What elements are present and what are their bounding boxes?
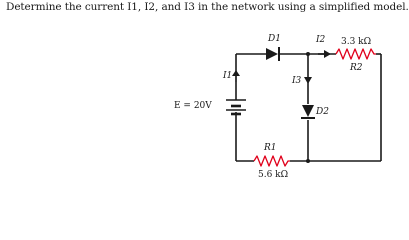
junction-top bbox=[306, 52, 310, 56]
label-i3: I3 bbox=[292, 76, 302, 86]
diode-d2 bbox=[301, 105, 315, 118]
question-text: Determine the current I1, I2, and I3 in the network using a simplified model. bbox=[6, 1, 409, 13]
label-r1: R1 bbox=[264, 143, 277, 153]
label-d1: D1 bbox=[268, 34, 281, 44]
label-i2: I2 bbox=[316, 35, 326, 45]
label-r2-value: 3.3 kΩ bbox=[341, 37, 372, 47]
label-d2: D2 bbox=[316, 107, 329, 117]
diode-d1 bbox=[266, 47, 279, 61]
resistor-r1 bbox=[254, 156, 290, 166]
arrow-i1 bbox=[232, 70, 240, 82]
label-r2: R2 bbox=[350, 63, 363, 73]
label-r1-value: 5.6 kΩ bbox=[258, 170, 289, 180]
arrow-i2 bbox=[318, 50, 331, 58]
battery-e bbox=[226, 100, 246, 114]
arrow-i3 bbox=[304, 77, 312, 84]
junction-bottom bbox=[306, 159, 310, 163]
label-i1: I1 bbox=[223, 71, 233, 81]
resistor-r2 bbox=[336, 49, 376, 59]
label-e: E = 20V bbox=[174, 101, 212, 111]
